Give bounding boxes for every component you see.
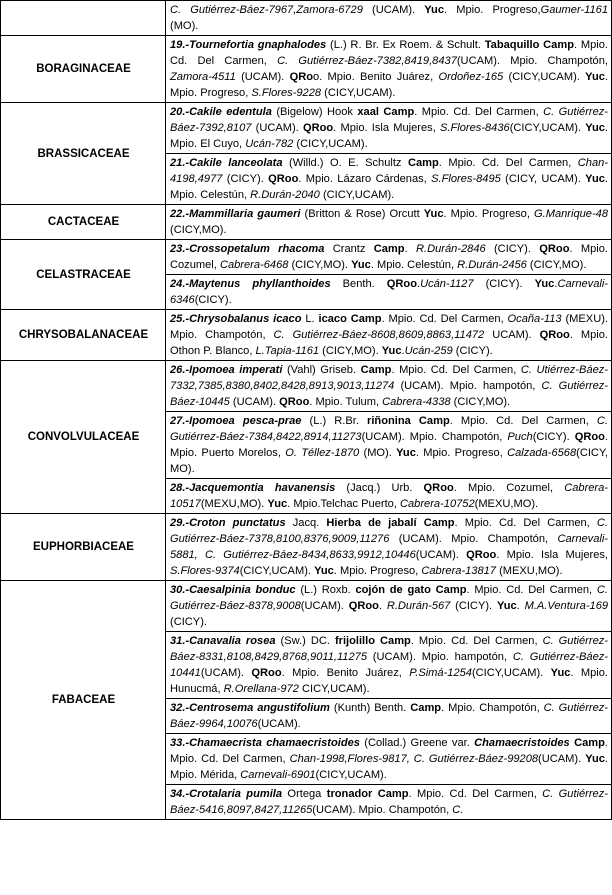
collector-ref: C. Gutiérrez-Báez-7384,8422,8914,11273 xyxy=(170,415,608,443)
collector-ref: Calzada-6568 xyxy=(507,447,577,459)
entry-text: (UCAM). xyxy=(415,549,467,561)
state-abbrev: QRoo xyxy=(423,482,454,494)
entry-text: (MEXU,MO). xyxy=(200,498,268,510)
species-name: 20.-Cakile edentula xyxy=(170,106,272,118)
entry-text: . Mpio. Progreso, xyxy=(170,71,608,99)
state-abbrev: Yuc xyxy=(314,565,334,577)
entry-text: (Britton & Rose) Orcutt xyxy=(300,208,424,220)
species-name: 23.-Crossopetalum rhacoma xyxy=(170,243,325,255)
entry-text: . xyxy=(378,600,387,612)
state-abbrev: Yuc xyxy=(585,753,605,765)
species-name: 33.-Chamaecrista chamaecristoides xyxy=(170,737,360,749)
collector-ref: M.A.Ventura-169 xyxy=(524,600,609,612)
entry-text: . Mpio. Cd. Del Carmen, xyxy=(410,635,543,647)
species-name: 29.-Croton punctatus xyxy=(170,517,286,529)
common-name: frijolillo xyxy=(334,635,375,647)
entry-text: (L.) R.Br. xyxy=(301,415,368,427)
state-abbrev: Camp xyxy=(373,243,405,255)
entry-text: (CICY). xyxy=(532,431,575,443)
state-abbrev: Camp xyxy=(360,364,392,376)
family-name: BRASSICACEAE xyxy=(1,103,166,205)
state-abbrev: Yuc xyxy=(534,278,555,290)
entry-text: . Mpio. Cd. Del Carmen, xyxy=(391,364,521,376)
entry-text: . xyxy=(404,243,416,255)
entry-text: (L.) R. Br. Ex Roem. & Schult. xyxy=(326,39,485,51)
table-row xyxy=(1,310,612,361)
entry-text: . xyxy=(516,600,525,612)
collector-ref: C. xyxy=(452,804,464,816)
collector-ref: R.Orellana-972 xyxy=(223,683,299,695)
entry-text: (CICY). xyxy=(452,345,493,357)
entry-text: . Mpio. El Cuyo, xyxy=(170,122,609,150)
entry-text: (L.) Roxb. xyxy=(295,584,356,596)
common-name: cojón de gato xyxy=(355,584,431,596)
collector-ref: S.Flores-9374 xyxy=(170,565,240,577)
collector-ref: C. Gutiérrez-Báez-7392,8107 xyxy=(170,106,608,134)
species-name: 24.-Maytenus phyllanthoides xyxy=(170,278,331,290)
entry-text: (MO). xyxy=(359,447,397,459)
entry-text: (CICY,MO). xyxy=(170,224,227,236)
species-entry xyxy=(166,310,612,361)
state-abbrev: Yuc xyxy=(585,122,605,134)
family-name: CACTACEAE xyxy=(1,205,166,240)
collector-ref: R.Durán-2456 xyxy=(457,259,527,271)
entry-text: (UCAM). xyxy=(251,122,303,134)
entry-text: (CICY,UCAM). xyxy=(315,769,387,781)
entry-text: . xyxy=(401,345,405,357)
entry-text: (CICY, MO). xyxy=(170,447,608,475)
family-name: EUPHORBIACEAE xyxy=(1,514,166,581)
entry-text: . Mpio. Cd. Del Carmen, xyxy=(454,517,597,529)
species-entry xyxy=(166,275,612,310)
entry-text: (CICY,UCAM). xyxy=(503,71,586,83)
entry-text: UCAM). xyxy=(484,329,540,341)
collector-ref: Carnevali-5881, C. Gutiérrez-Báez-8434,8633,9912,10446 xyxy=(170,533,608,561)
entry-text: . Mpio. Progreso, xyxy=(444,4,541,16)
species-name: Chamaecristoides xyxy=(474,737,570,749)
collector-ref: Ucán-782 xyxy=(245,138,294,150)
state-abbrev: Camp xyxy=(574,737,605,749)
entry-text: . Mpio. Cd. Del Carmen, xyxy=(438,157,578,169)
table-row xyxy=(1,581,612,632)
collector-ref: C. Gutiérrez-Báez-7967,Zamora-6729 xyxy=(170,4,363,16)
collector-ref: C. Gutiérrez-Báez-7378,8100,8376,9009,11276 xyxy=(170,517,608,545)
species-name: 22.-Mammillaria gaumeri xyxy=(170,208,301,220)
entry-text: (Willd.) O. E. Schultz xyxy=(282,157,408,169)
entry-text: (Sw.) DC. xyxy=(275,635,335,647)
species-entry xyxy=(166,734,612,785)
entry-text: (UCAM). xyxy=(235,71,290,83)
collector-ref: Chan-1998,Flores-9817, C. Gutiérrez-Báez-99208 xyxy=(289,753,539,765)
entry-text: (UCAM). Mpio. Champotón, xyxy=(361,431,508,443)
species-entry xyxy=(166,361,612,412)
entry-text: . Mpio. Cd. Del Carmen, xyxy=(381,313,508,325)
table-row xyxy=(1,205,612,240)
collector-ref: C. Gutiérrez-Báez-7382,8419,8437 xyxy=(277,55,457,67)
entry-text: (Vahl) Griseb. xyxy=(282,364,361,376)
entry-text: (CICY). xyxy=(222,173,269,185)
state-abbrev: Camp xyxy=(423,517,455,529)
entry-text: (CICY). xyxy=(450,600,497,612)
entry-text: Jacq. xyxy=(285,517,327,529)
species-name: 28.-Jacquemontia havanensis xyxy=(170,482,336,494)
state-abbrev: Camp xyxy=(383,106,415,118)
common-name: riñonina xyxy=(367,415,411,427)
state-abbrev: QRoo xyxy=(539,329,570,341)
table-row xyxy=(1,36,612,103)
collector-ref: O. Téllez-1870 xyxy=(285,447,360,459)
entry-text: . Mpio. Benito Juárez, xyxy=(281,667,410,679)
state-abbrev: Camp xyxy=(407,157,439,169)
entry-text: . Mpio. Cd. Del Carmen, xyxy=(408,788,543,800)
collector-ref: C. Gutiérrez-Báez-8608,8609,8863,11472 xyxy=(273,329,485,341)
entry-text: Ortega xyxy=(282,788,327,800)
entry-text: (UCAM). Mpio. Champotón, xyxy=(312,804,453,816)
collector-ref: Puch xyxy=(507,431,533,443)
species-entry xyxy=(166,1,612,36)
entry-text: o. Mpio. Benito Juárez, xyxy=(312,71,439,83)
species-entry xyxy=(166,240,612,275)
family-name: CHRYSOBALANACEAE xyxy=(1,310,166,361)
entry-text: Crantz xyxy=(324,243,374,255)
common-name: icaco xyxy=(318,313,347,325)
entry-text: (UCAM). Mpio. Champotón, xyxy=(389,533,558,545)
entry-text: (CICY,UCAM). xyxy=(319,189,395,201)
state-abbrev: Camp xyxy=(543,39,574,51)
entry-text: (UCAM). Mpio. hampotón, xyxy=(367,651,513,663)
entry-text: (CICY,MO). xyxy=(319,345,382,357)
collector-ref: S.Flores-8436 xyxy=(440,122,510,134)
entry-text: . Mpio. Tulum, xyxy=(309,396,383,408)
entry-text: (CICY,MO). xyxy=(288,259,352,271)
species-name: 30.-Caesalpinia bonduc xyxy=(170,584,296,596)
collector-ref: L.Tapia-1161 xyxy=(255,345,320,357)
species-entry xyxy=(166,785,612,820)
species-name: 27.-Ipomoea pesca-prae xyxy=(170,415,302,427)
state-abbrev: QRo xyxy=(289,71,313,83)
entry-text: (UCAM). xyxy=(362,4,425,16)
state-abbrev: QRoo xyxy=(466,549,497,561)
entry-text: . Mpio. Isla Mujeres, xyxy=(333,122,440,134)
state-abbrev: QRoo xyxy=(268,173,299,185)
family-name: BORAGINACEAE xyxy=(1,36,166,103)
entry-text: (MEXU,MO). xyxy=(474,498,539,510)
state-abbrev: Yuc xyxy=(396,447,416,459)
table-row xyxy=(1,514,612,581)
entry-text: . Mpio. Champotón, xyxy=(441,702,544,714)
entry-text: . Mpio. Cd. Del Carmen, xyxy=(170,737,608,765)
entry-text: (UCAM). xyxy=(300,600,349,612)
state-abbrev: Camp xyxy=(350,313,382,325)
species-name: 34.-Crotalaria pumila xyxy=(170,788,283,800)
state-abbrev: Camp xyxy=(418,415,450,427)
collector-ref: G.Manrique-48 xyxy=(534,208,608,220)
entry-text: (CICY,UCAM). xyxy=(239,565,315,577)
species-entry xyxy=(166,103,612,154)
collector-ref: C. Gutiérrez-Báez-8331,8108,8429,8768,9011,11275 xyxy=(170,635,608,663)
collector-ref: Cabrera-4338 xyxy=(382,396,451,408)
collector-ref: Carnevali-6901 xyxy=(240,769,316,781)
state-abbrev: Camp xyxy=(435,584,467,596)
entry-text: CICY,UCAM). xyxy=(298,683,370,695)
entry-text: (Collad.) Greene var. xyxy=(359,737,475,749)
collector-ref: R.Durán-2846 xyxy=(415,243,486,255)
collector-ref: Chan-4198,4977 xyxy=(170,157,608,185)
species-name: 21.-Cakile lanceolata xyxy=(170,157,283,169)
species-entry xyxy=(166,699,612,734)
entry-text: . Mpio.Telchac Puerto, xyxy=(287,498,400,510)
entry-text: . Mpio. Othon P. Blanco, xyxy=(170,329,609,357)
entry-text: . Mpio. Hunucmá, xyxy=(170,667,609,695)
entry-text: . Mpio. Progreso, xyxy=(333,565,422,577)
entry-text: . Mpio. Puerto Morelos, xyxy=(170,431,608,459)
entry-text: (UCAM). xyxy=(257,718,301,730)
collector-ref: Ordoñez-165 xyxy=(438,71,504,83)
common-name: xaal xyxy=(357,106,379,118)
entry-text: . Mpio. Cd. Del Carmen, xyxy=(449,415,597,427)
entry-text: . Mpio. Progreso, xyxy=(415,447,508,459)
state-abbrev: Camp xyxy=(380,635,411,647)
state-abbrev: QRoo xyxy=(279,396,310,408)
species-entry xyxy=(166,632,612,699)
entry-text: . Mpio. Cd. Del Carmen, xyxy=(170,39,608,67)
state-abbrev: Yuc xyxy=(267,498,288,510)
entry-text: . Mpio. Celestún, xyxy=(370,259,458,271)
entry-text: (MEXU,MO). xyxy=(495,565,563,577)
entry-text: . Mpio. Cd. Del Carmen, xyxy=(466,584,597,596)
species-name: 32.-Centrosema angustifolium xyxy=(170,702,330,714)
state-abbrev: QRoo xyxy=(386,278,417,290)
collector-ref: Zamora-4511 xyxy=(170,71,236,83)
entry-text: (UCAM). xyxy=(229,396,280,408)
species-entry xyxy=(166,514,612,581)
collector-ref: R.Durán-567 xyxy=(386,600,451,612)
entry-text: (CICY,UCAM). xyxy=(471,667,551,679)
entry-text: (UCAM). xyxy=(538,753,586,765)
table-row xyxy=(1,1,612,36)
state-abbrev: QRoo xyxy=(251,667,282,679)
entry-text: . Mpio. Mérida, xyxy=(170,753,609,781)
entry-text: (CICY). xyxy=(194,294,232,306)
entry-text: (UCAM). Mpio. hampotón, xyxy=(394,380,542,392)
entry-text: (MEXU). Mpio. Champotón, xyxy=(170,313,608,341)
collector-ref: Gaumer-1161 xyxy=(540,4,608,16)
species-name: 25.-Chrysobalanus icaco xyxy=(170,313,302,325)
collector-ref: Ucán-259 xyxy=(404,345,453,357)
collector-ref: Cabrera-10752 xyxy=(400,498,475,510)
family-name xyxy=(1,1,166,36)
species-name: 26.-Ipomoea imperati xyxy=(170,364,283,376)
entry-text: (Bigelow) Hook xyxy=(271,106,358,118)
collector-ref: Cabrera-10517 xyxy=(170,482,608,510)
entry-text: . Mpio. Cozumel, xyxy=(453,482,565,494)
collector-ref: Ocaña-113 xyxy=(507,313,562,325)
entry-text: (CICY). xyxy=(473,278,535,290)
state-abbrev: QRoo xyxy=(574,431,605,443)
species-entry xyxy=(166,581,612,632)
entry-text: . xyxy=(554,278,558,290)
table-row xyxy=(1,240,612,275)
state-abbrev: Yuc xyxy=(585,71,605,83)
state-abbrev: Yuc xyxy=(351,259,371,271)
entry-text: . Mpio. Lázaro Cárdenas, xyxy=(298,173,432,185)
collector-ref: C. Gutiérrez-Báez-10445 xyxy=(170,380,609,408)
state-abbrev: QRoo xyxy=(539,243,570,255)
entry-text: . Mpio. Cd. Del Carmen, xyxy=(414,106,544,118)
entry-text: L. xyxy=(301,313,319,325)
entry-text: . Mpio. Progreso, xyxy=(443,208,534,220)
collector-ref: S.Flores-9228 xyxy=(251,87,322,99)
entry-text xyxy=(411,415,419,427)
entry-text: . Mpio. Isla Mujeres, xyxy=(496,549,609,561)
collector-ref: R.Durán-2040 xyxy=(250,189,320,201)
entry-text: (CICY,UCAM). xyxy=(321,87,396,99)
collector-ref: S.Flores-8495 xyxy=(431,173,501,185)
collector-ref: Ucán-1127 xyxy=(420,278,474,290)
family-name: CONVOLVULACEAE xyxy=(1,361,166,514)
table-row xyxy=(1,361,612,412)
common-name: tronador xyxy=(326,788,373,800)
entry-text: Benth. xyxy=(330,278,387,290)
species-name: 31.-Canavalia rosea xyxy=(170,635,276,647)
species-entry xyxy=(166,36,612,103)
collector-ref: Carnevali-6346 xyxy=(170,278,608,306)
entry-text: (CICY,MO). xyxy=(526,259,587,271)
collector-ref: C. Utiérrez-Báez-7332,7385,8380,8402,8428,8913,9013,11274 xyxy=(170,364,608,392)
entry-text: . Mpio. Celestún, xyxy=(170,173,608,201)
collector-ref: Cabrera-13817 xyxy=(421,565,496,577)
entry-text: (CICY). xyxy=(485,243,540,255)
family-name: FABACEAE xyxy=(1,581,166,820)
state-abbrev: QRoo xyxy=(348,600,379,612)
entry-text: (UCAM). Mpio. Champotón, xyxy=(456,55,608,67)
collector-ref: C. Gutiérrez-Báez-10441 xyxy=(170,651,608,679)
collector-ref: C. Gutiérrez-Báez-5416,8097,8427,11265 xyxy=(170,788,608,816)
entry-text: . Mpio. Cozumel, xyxy=(170,243,609,271)
state-abbrev: Yuc xyxy=(423,208,444,220)
entry-text: . xyxy=(416,278,421,290)
entry-text: (CICY). xyxy=(170,616,207,628)
state-abbrev: Camp xyxy=(410,702,442,714)
entry-text: (MO). xyxy=(170,20,199,32)
state-abbrev: QRoo xyxy=(302,122,334,134)
species-entry xyxy=(166,412,612,479)
collector-ref: C. Gutiérrez-Báez-9964,10076 xyxy=(170,702,608,730)
species-name: 19.-Tournefortia gnaphalodes xyxy=(170,39,327,51)
table-row xyxy=(1,103,612,154)
species-entry xyxy=(166,479,612,514)
common-name: Tabaquillo xyxy=(484,39,540,51)
entry-text: (CICY,MO). xyxy=(450,396,511,408)
entry-text: (CICY,UCAM). xyxy=(293,138,368,150)
species-entry xyxy=(166,154,612,205)
entry-text: (CICY, UCAM). xyxy=(500,173,586,185)
species-entry xyxy=(166,205,612,240)
collector-ref: Cabrera-6468 xyxy=(219,259,289,271)
state-abbrev: Yuc xyxy=(424,4,444,16)
state-abbrev: Camp xyxy=(377,788,409,800)
collector-ref: P.Simá-1254 xyxy=(409,667,472,679)
entry-text xyxy=(417,517,424,529)
collector-ref: C. Gutiérrez-Báez-8378,9008 xyxy=(170,584,608,612)
state-abbrev: Yuc xyxy=(381,345,402,357)
state-abbrev: Yuc xyxy=(585,173,605,185)
entry-text: (Jacq.) Urb. xyxy=(335,482,424,494)
species-table-body xyxy=(1,1,612,820)
common-name: Hierba de jabalí xyxy=(326,517,417,529)
entry-text: (Kunth) Benth. xyxy=(329,702,411,714)
entry-text: (UCAM). xyxy=(200,667,252,679)
entry-text: (CICY,UCAM). xyxy=(509,122,586,134)
family-name: CELASTRACEAE xyxy=(1,240,166,310)
state-abbrev: Yuc xyxy=(550,667,571,679)
state-abbrev: Yuc xyxy=(496,600,517,612)
